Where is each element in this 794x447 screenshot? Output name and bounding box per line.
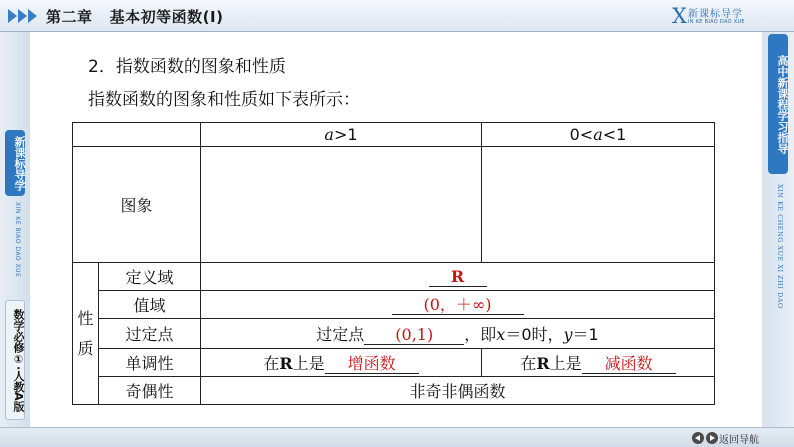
zero-lt-text: 0< (569, 125, 594, 144)
fixed-point-cell (201, 319, 715, 349)
series-badge-en: XIN KE BIAO DAO XUE (14, 202, 21, 278)
table-row-monotonic (73, 349, 715, 377)
table-row-range (73, 291, 715, 319)
guide-badge-en: XIN KE CHENG XUE XI ZHI DAO (776, 184, 784, 309)
book-label: 数学必修①·人教A版 (5, 300, 25, 420)
fixed-prefix: 过定点 (316, 325, 365, 344)
row-label-monotonic: 单调性 (99, 349, 201, 377)
domain-answer: R (429, 268, 487, 287)
left-sidebar (0, 32, 30, 427)
table-header-row (73, 123, 715, 147)
mono-cell-0-a-1 (482, 349, 715, 377)
graph-cell-a-gt-1 (201, 147, 482, 263)
parity-cell: 非奇非偶函数 (201, 377, 715, 405)
row-label-range: 值域 (99, 291, 201, 319)
chevron-left-icon (695, 435, 700, 441)
slide-content (30, 32, 762, 427)
header-bar (0, 0, 794, 32)
logo-subtext: IN KE BIAO DAO XUE (688, 19, 745, 25)
mono-answer-decrease: 减函数 (582, 355, 676, 374)
row-label-domain: 定义域 (99, 263, 201, 291)
table-row-fixed-point (73, 319, 715, 349)
fixed-eq0: ＝0时， (505, 325, 564, 344)
return-nav-link[interactable]: 返回导航 (719, 435, 759, 446)
previous-page-button[interactable] (692, 432, 704, 444)
row-label-parity: 奇偶性 (99, 377, 201, 405)
guide-badge: 高中新课程学习指导 (768, 34, 788, 174)
table-row-parity (73, 377, 715, 405)
fixed-answer: (0,1) (364, 326, 464, 345)
var-a: a (593, 125, 603, 144)
row-label-graph: 图象 (73, 147, 201, 263)
fixed-suffix: ，即 (464, 325, 497, 344)
domain-cell (201, 263, 715, 291)
var-y: y (563, 325, 573, 344)
intro-text: 指数函数的图象和性质如下表所示： (88, 90, 360, 110)
property-group-label (73, 263, 99, 405)
chevron-right-icon (8, 9, 37, 23)
set-r: R (279, 354, 293, 373)
prop-char-2: 质 (77, 338, 94, 358)
mono-answer-increase: 增函数 (325, 355, 419, 374)
right-sidebar (762, 32, 794, 427)
logo-letter: X (672, 4, 687, 28)
lt-one-text: <1 (602, 125, 627, 144)
prop-char-1: 性 (77, 308, 94, 328)
mono-prefix: 在 (263, 354, 280, 373)
col-header-0-a-1 (482, 123, 715, 147)
range-answer: (0，＋∞) (392, 296, 524, 315)
footer-bar (0, 427, 794, 447)
var-x: x (496, 325, 506, 344)
mono-prefix: 在 (520, 354, 537, 373)
section-heading: 2．指数函数的图象和性质 (88, 57, 286, 77)
range-cell (201, 291, 715, 319)
set-r: R (536, 354, 550, 373)
table-row-domain (73, 263, 715, 291)
properties-table (72, 122, 715, 405)
next-page-button[interactable] (706, 432, 718, 444)
table-row-graph (73, 147, 715, 263)
chapter-title: 第二章 基本初等函数(Ⅰ) (46, 8, 224, 26)
mono-cell-a-gt-1 (201, 349, 482, 377)
graph-cell-0-a-1 (482, 147, 715, 263)
mono-prefix-2: 上是 (549, 354, 582, 373)
row-label-fixed-point: 过定点 (99, 319, 201, 349)
var-a: a (324, 125, 334, 144)
fixed-eq1: ＝1 (572, 325, 599, 344)
logo-text: 新课标导学 (688, 9, 743, 20)
col-header-a-gt-1 (201, 123, 482, 147)
series-badge: 新课标导学 (5, 130, 25, 196)
corner-cell (73, 123, 201, 147)
mono-prefix-2: 上是 (292, 354, 325, 373)
brand-logo (672, 2, 764, 30)
chevron-right-icon (710, 435, 715, 441)
gt-one-text: >1 (333, 125, 358, 144)
